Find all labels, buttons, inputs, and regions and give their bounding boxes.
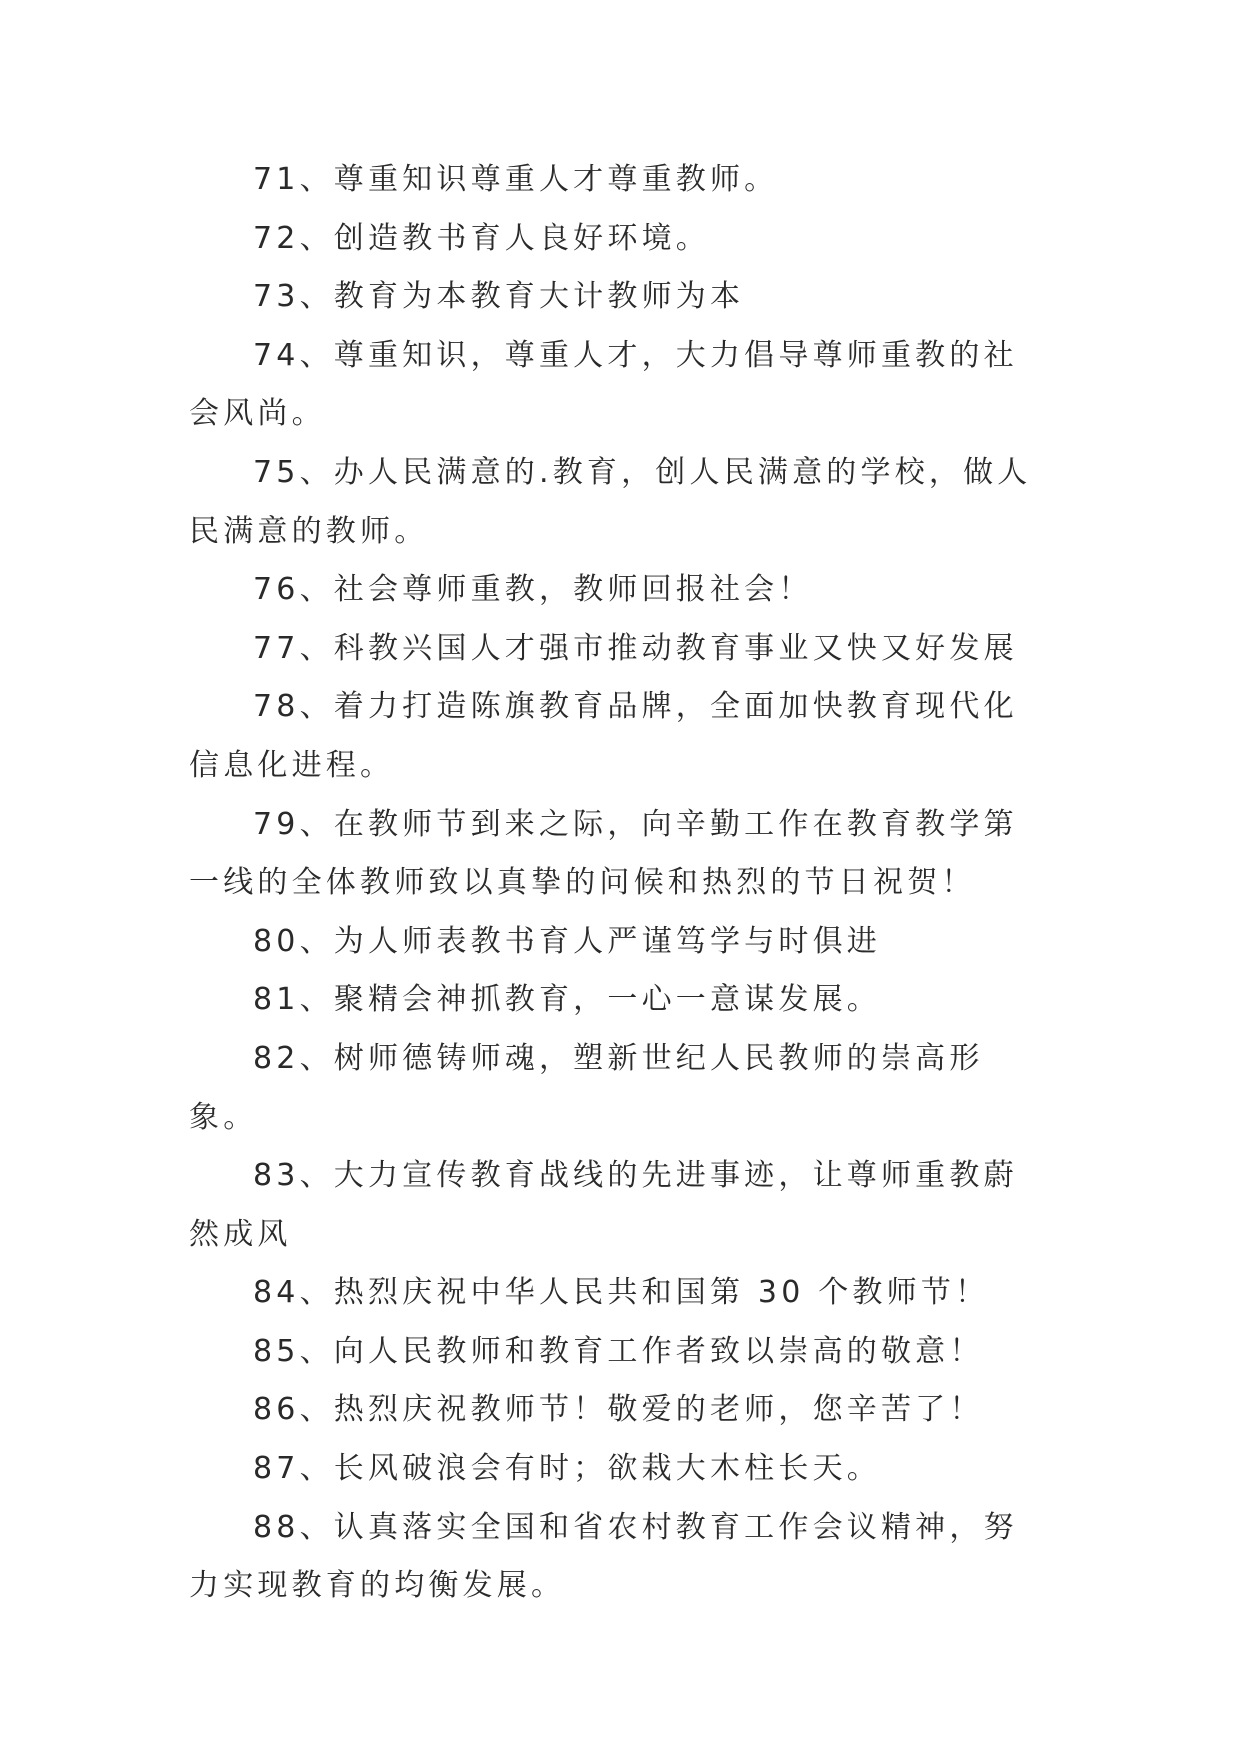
list-item: 83、大力宣传教育战线的先进事迹，让尊师重教蔚然成风: [189, 1158, 1018, 1252]
list-item: 85、向人民教师和教育工作者致以崇高的敬意！: [253, 1333, 984, 1369]
list-item: 81、聚精会神抓教育，一心一意谋发展。: [253, 982, 881, 1018]
list-item: 84、热烈庆祝中华人民共和国第 30 个教师节！: [253, 1275, 990, 1311]
list-item: 73、教育为本教育大计教师为本: [253, 279, 745, 315]
list-item: 86、热烈庆祝教师节！敬爱的老师，您辛苦了！: [253, 1392, 984, 1428]
list-item: 82、树师德铸师魂，塑新世纪人民教师的崇高形象。: [189, 1040, 984, 1135]
list-item: 71、尊重知识尊重人才尊重教师。: [253, 162, 779, 197]
list-item: 76、社会尊师重教，教师回报社会！: [253, 572, 813, 608]
list-item: 88、认真落实全国和省农村教育工作会议精神，努力实现教育的均衡发展。: [189, 1509, 1018, 1604]
list-item: 72、创造教书育人良好环境。: [253, 220, 710, 256]
slogan-list: [189, 151, 1051, 1616]
list-item: 77、科教兴国人才强市推动教育事业又快又好发展: [253, 630, 1018, 666]
list-item: 87、长风破浪会有时；欲栽大木柱长天。: [253, 1451, 881, 1487]
list-item: 75、办人民满意的.教育，创人民满意的学校，做人民满意的教师。: [189, 454, 1032, 549]
list-item: 80、为人师表教书育人严谨笃学与时俱进: [253, 923, 881, 959]
list-item: 74、尊重知识，尊重人才，大力倡导尊师重教的社会风尚。: [189, 337, 1018, 432]
list-item: 78、着力打造陈旗教育品牌，全面加快教育现代化信息化进程。: [189, 689, 1018, 783]
list-item: 79、在教师节到来之际，向辛勤工作在教育教学第一线的全体教师致以真挚的问候和热烈的节日祝贺！: [189, 806, 1018, 901]
